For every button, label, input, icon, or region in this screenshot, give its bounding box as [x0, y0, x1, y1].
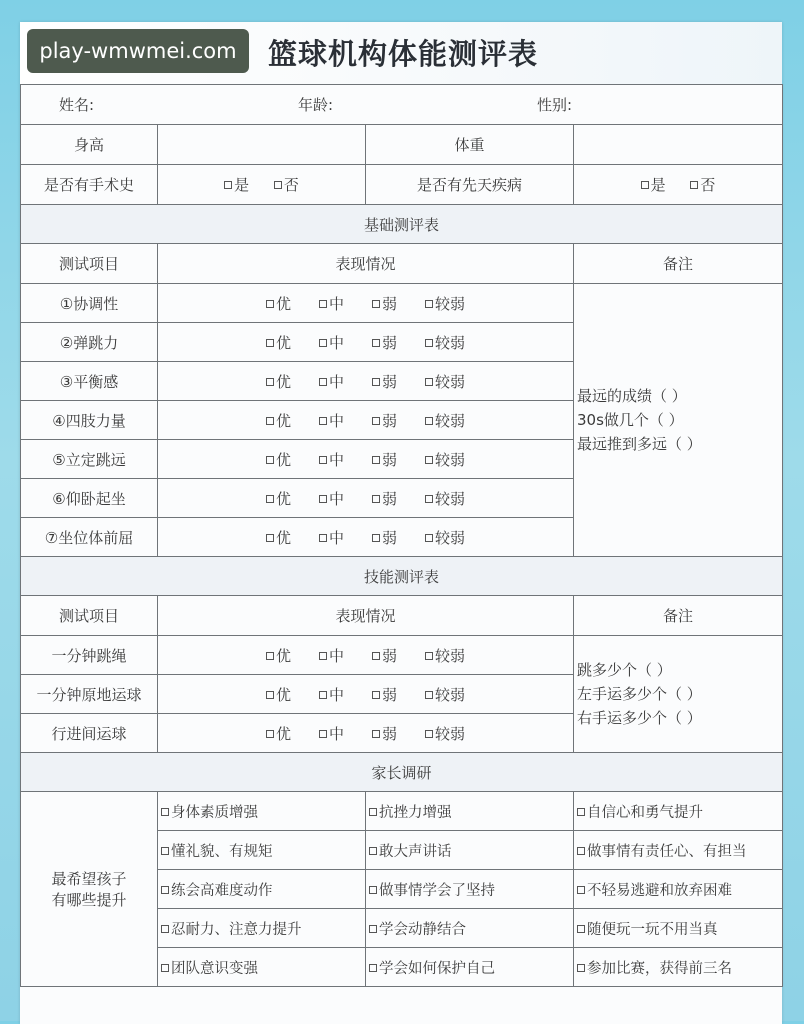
checkbox-icon — [425, 691, 433, 699]
grade-label: 优 — [275, 294, 291, 313]
height-label: 身高 — [21, 125, 158, 165]
grade-checkbox[interactable] — [266, 723, 291, 744]
grade-label: 较弱 — [435, 685, 466, 704]
checkbox-icon — [372, 495, 380, 503]
checkbox-icon — [266, 339, 274, 347]
skill-grade-options — [158, 636, 574, 675]
grade-checkbox[interactable] — [372, 527, 397, 548]
checkbox-icon — [319, 691, 327, 699]
checkbox-icon — [319, 495, 327, 503]
parent-option[interactable] — [366, 948, 574, 987]
basic-test-item: ②弹跳力 — [21, 323, 158, 362]
grade-checkbox[interactable] — [372, 293, 397, 314]
grade-label: 中 — [328, 450, 344, 469]
page-title: 篮球机构体能测评表 — [268, 37, 539, 71]
grade-label: 优 — [275, 372, 291, 391]
parent-option-label: 忍耐力、注意力提升 — [171, 921, 302, 938]
parent-question-line: 最希望孩子 — [51, 870, 127, 888]
basic-note-line: 30s做几个（ ） — [577, 411, 684, 429]
checkbox-icon — [266, 300, 274, 308]
basic-grade-options — [158, 479, 574, 518]
grade-checkbox[interactable] — [319, 371, 344, 392]
basic-section-title: 基础测评表 — [21, 205, 783, 244]
checkbox-icon — [372, 417, 380, 425]
grade-checkbox[interactable] — [319, 410, 344, 431]
parent-option-label: 做事情有责任心、有担当 — [587, 843, 747, 860]
surgery-yes-checkbox[interactable]: 是 — [224, 174, 249, 195]
grade-label: 中 — [328, 646, 344, 665]
grade-checkbox[interactable] — [266, 293, 291, 314]
body-measure-row — [21, 125, 783, 165]
basic-section-header — [21, 205, 783, 244]
skill-section-title: 技能测评表 — [21, 557, 783, 596]
basic-column-headers — [21, 244, 783, 284]
parent-option[interactable] — [574, 870, 783, 909]
grade-label: 优 — [275, 450, 291, 469]
basic-test-item: ③平衡感 — [21, 362, 158, 401]
grade-checkbox[interactable] — [372, 488, 397, 509]
grade-label: 较弱 — [435, 333, 466, 352]
col-performance: 表现情况 — [158, 596, 574, 636]
grade-checkbox[interactable] — [372, 332, 397, 353]
basic-test-item: ④四肢力量 — [21, 401, 158, 440]
checkbox-icon — [319, 652, 327, 660]
grade-checkbox[interactable] — [266, 645, 291, 666]
basic-note-cell[interactable] — [574, 284, 783, 557]
basic-note-line: 最远的成绩（ ） — [577, 387, 687, 405]
history-row — [21, 165, 783, 205]
checkbox-icon — [266, 652, 274, 660]
parent-option-row — [21, 792, 783, 831]
congenital-label: 是否有先天疾病 — [366, 165, 574, 205]
grade-label: 弱 — [382, 685, 398, 704]
grade-label: 较弱 — [435, 372, 466, 391]
checkbox-icon — [266, 417, 274, 425]
parent-option-label: 敢大声讲话 — [379, 843, 452, 860]
checkbox-icon — [425, 378, 433, 386]
grade-checkbox[interactable] — [425, 488, 465, 509]
parent-option-label: 自信心和勇气提升 — [587, 804, 703, 821]
checkbox-icon — [425, 417, 433, 425]
parent-option-label: 抗挫力增强 — [379, 804, 452, 821]
skill-note-line: 跳多少个（ ） — [577, 661, 672, 679]
congenital-no-checkbox[interactable]: 否 — [690, 174, 715, 195]
grade-checkbox[interactable] — [319, 527, 344, 548]
skill-note-cell[interactable] — [574, 636, 783, 753]
checkbox-icon — [266, 495, 274, 503]
parent-option[interactable] — [158, 792, 366, 831]
grade-checkbox[interactable] — [425, 332, 465, 353]
grade-label: 弱 — [382, 372, 398, 391]
grade-label: 优 — [275, 646, 291, 665]
parent-option[interactable] — [574, 792, 783, 831]
parent-question-line: 有哪些提升 — [51, 891, 127, 909]
checkbox-icon — [372, 691, 380, 699]
parent-option[interactable] — [158, 909, 366, 948]
parent-option-label: 身体素质增强 — [171, 804, 258, 821]
checkbox-icon — [161, 808, 169, 816]
checkbox-icon — [372, 378, 380, 386]
grade-checkbox[interactable] — [266, 488, 291, 509]
grade-checkbox[interactable] — [425, 449, 465, 470]
checkbox-icon — [425, 730, 433, 738]
parent-option-label: 参加比赛，获得前三名 — [587, 960, 732, 977]
checkbox-icon — [266, 730, 274, 738]
grade-checkbox[interactable] — [319, 488, 344, 509]
grade-checkbox[interactable] — [266, 332, 291, 353]
parent-option[interactable] — [158, 870, 366, 909]
parent-option[interactable] — [366, 909, 574, 948]
checkbox-icon — [577, 886, 585, 894]
parent-question — [21, 792, 158, 987]
parent-option-label: 学会动静结合 — [379, 921, 466, 938]
grade-label: 弱 — [382, 450, 398, 469]
grade-label: 优 — [275, 333, 291, 352]
parent-option-label: 学会如何保护自己 — [379, 960, 495, 977]
checkbox-icon — [425, 495, 433, 503]
checkbox-icon — [372, 534, 380, 542]
grade-label: 弱 — [382, 411, 398, 430]
skill-note-line: 右手运多少个（ ） — [577, 709, 702, 727]
parent-section-title: 家长调研 — [21, 753, 783, 792]
grade-label: 较弱 — [435, 294, 466, 313]
grade-label: 较弱 — [435, 646, 466, 665]
checkbox-icon — [369, 886, 377, 894]
checkbox-icon — [161, 964, 169, 972]
checkbox-icon — [577, 925, 585, 933]
parent-option-label: 懂礼貌、有规矩 — [171, 843, 273, 860]
basic-test-item: ⑦坐位体前屈 — [21, 518, 158, 557]
skill-grade-options — [158, 714, 574, 753]
surgery-no-checkbox[interactable]: 否 — [274, 174, 299, 195]
checkbox-icon — [319, 534, 327, 542]
grade-checkbox[interactable] — [425, 645, 465, 666]
basic-grade-options — [158, 440, 574, 479]
name-label: 姓名: — [59, 96, 95, 114]
col-test-item: 测试项目 — [21, 596, 158, 636]
checkbox-icon — [425, 339, 433, 347]
checkbox-icon — [266, 456, 274, 464]
skill-note-line: 左手运多少个（ ） — [577, 685, 702, 703]
parent-option-label: 练会高难度动作 — [171, 882, 273, 899]
grade-checkbox[interactable] — [372, 684, 397, 705]
col-note: 备注 — [574, 596, 783, 636]
checkbox-icon — [319, 456, 327, 464]
grade-checkbox[interactable] — [425, 293, 465, 314]
grade-label: 优 — [275, 685, 291, 704]
basic-grade-options — [158, 284, 574, 323]
basic-test-item: ⑤立定跳远 — [21, 440, 158, 479]
parent-option-label: 做事情学会了坚持 — [379, 882, 495, 899]
checkbox-icon — [577, 808, 585, 816]
basic-note-line: 最远推到多远（ ） — [577, 435, 702, 453]
basic-test-row — [21, 284, 783, 323]
grade-checkbox[interactable] — [425, 723, 465, 744]
congenital-yes-checkbox[interactable]: 是 — [641, 174, 666, 195]
parent-option[interactable] — [158, 948, 366, 987]
checkbox-icon — [319, 378, 327, 386]
parent-option[interactable] — [574, 831, 783, 870]
checkbox-icon — [425, 534, 433, 542]
grade-label: 中 — [328, 294, 344, 313]
grade-label: 优 — [275, 489, 291, 508]
grade-label: 中 — [328, 489, 344, 508]
checkbox-icon — [266, 534, 274, 542]
info-row — [21, 85, 783, 125]
skill-test-item: 一分钟原地运球 — [21, 675, 158, 714]
col-note: 备注 — [574, 244, 783, 284]
grade-label: 中 — [328, 333, 344, 352]
checkbox-icon — [577, 847, 585, 855]
grade-checkbox[interactable] — [319, 645, 344, 666]
checkbox-icon — [369, 925, 377, 933]
grade-label: 中 — [328, 528, 344, 547]
grade-label: 弱 — [382, 646, 398, 665]
grade-checkbox[interactable] — [266, 371, 291, 392]
checkbox-icon — [161, 925, 169, 933]
grade-label: 优 — [275, 411, 291, 430]
grade-checkbox[interactable] — [319, 449, 344, 470]
grade-label: 弱 — [382, 724, 398, 743]
checkbox-icon — [425, 300, 433, 308]
grade-checkbox[interactable] — [425, 684, 465, 705]
basic-grade-options — [158, 362, 574, 401]
basic-grade-options — [158, 323, 574, 362]
col-performance: 表现情况 — [158, 244, 574, 284]
parent-option[interactable] — [366, 831, 574, 870]
weight-label: 体重 — [366, 125, 574, 165]
parent-option[interactable] — [574, 948, 783, 987]
parent-option-label: 不轻易逃避和放弃困难 — [587, 882, 732, 899]
watermark-badge: play-wmwmei.com — [27, 29, 249, 73]
checkbox-icon — [372, 652, 380, 660]
checkbox-icon — [161, 847, 169, 855]
parent-option[interactable] — [366, 792, 574, 831]
checkbox-icon — [372, 339, 380, 347]
grade-checkbox[interactable] — [266, 449, 291, 470]
skill-test-item: 一分钟跳绳 — [21, 636, 158, 675]
checkbox-icon — [266, 691, 274, 699]
gender-label: 性别: — [536, 96, 572, 114]
grade-label: 弱 — [382, 489, 398, 508]
basic-grade-options — [158, 401, 574, 440]
congenital-options — [574, 165, 783, 205]
checkbox-icon — [425, 456, 433, 464]
checkbox-icon — [577, 964, 585, 972]
grade-checkbox[interactable] — [266, 527, 291, 548]
grade-label: 中 — [328, 411, 344, 430]
grade-checkbox[interactable] — [425, 410, 465, 431]
grade-checkbox[interactable] — [266, 410, 291, 431]
surgery-label: 是否有手术史 — [21, 165, 158, 205]
assessment-table — [20, 84, 783, 987]
grade-label: 优 — [275, 528, 291, 547]
checkbox-icon — [161, 886, 169, 894]
grade-label: 中 — [328, 685, 344, 704]
weight-field[interactable] — [574, 125, 783, 165]
grade-label: 较弱 — [435, 724, 466, 743]
grade-checkbox[interactable] — [266, 684, 291, 705]
checkbox-icon — [369, 808, 377, 816]
grade-label: 弱 — [382, 333, 398, 352]
grade-checkbox[interactable] — [319, 293, 344, 314]
checkbox-icon — [369, 847, 377, 855]
grade-checkbox[interactable] — [372, 645, 397, 666]
checkbox-icon — [266, 378, 274, 386]
checkbox-icon — [372, 300, 380, 308]
grade-checkbox[interactable] — [425, 371, 465, 392]
checkbox-icon — [369, 964, 377, 972]
grade-checkbox[interactable] — [372, 449, 397, 470]
col-test-item: 测试项目 — [21, 244, 158, 284]
skill-test-item: 行进间运球 — [21, 714, 158, 753]
basic-grade-options — [158, 518, 574, 557]
form-sheet — [20, 22, 782, 1024]
grade-checkbox[interactable] — [319, 332, 344, 353]
checkbox-icon — [319, 730, 327, 738]
basic-test-item: ①协调性 — [21, 284, 158, 323]
checkbox-icon — [425, 652, 433, 660]
grade-checkbox[interactable] — [319, 684, 344, 705]
age-label: 年龄: — [297, 96, 334, 114]
skill-test-row — [21, 636, 783, 675]
grade-label: 弱 — [382, 294, 398, 313]
grade-label: 较弱 — [435, 411, 466, 430]
grade-checkbox[interactable] — [372, 371, 397, 392]
height-field[interactable] — [158, 125, 366, 165]
skill-grade-options — [158, 675, 574, 714]
grade-label: 较弱 — [435, 450, 466, 469]
surgery-options — [158, 165, 366, 205]
skill-column-headers — [21, 596, 783, 636]
grade-checkbox[interactable] — [319, 723, 344, 744]
grade-label: 中 — [328, 372, 344, 391]
checkbox-icon — [319, 417, 327, 425]
parent-section-header — [21, 753, 783, 792]
checkbox-icon — [319, 339, 327, 347]
checkbox-icon — [372, 730, 380, 738]
parent-option-label: 随便玩一玩不用当真 — [587, 921, 718, 938]
grade-label: 弱 — [382, 528, 398, 547]
parent-option-label: 团队意识变强 — [171, 960, 258, 977]
grade-checkbox[interactable] — [425, 527, 465, 548]
grade-checkbox[interactable] — [372, 410, 397, 431]
grade-label: 中 — [328, 724, 344, 743]
grade-label: 较弱 — [435, 528, 466, 547]
grade-label: 较弱 — [435, 489, 466, 508]
parent-option[interactable] — [366, 870, 574, 909]
grade-label: 优 — [275, 724, 291, 743]
grade-checkbox[interactable] — [372, 723, 397, 744]
parent-option[interactable] — [574, 909, 783, 948]
checkbox-icon — [319, 300, 327, 308]
basic-test-item: ⑥仰卧起坐 — [21, 479, 158, 518]
skill-section-header — [21, 557, 783, 596]
parent-option[interactable] — [158, 831, 366, 870]
checkbox-icon — [372, 456, 380, 464]
